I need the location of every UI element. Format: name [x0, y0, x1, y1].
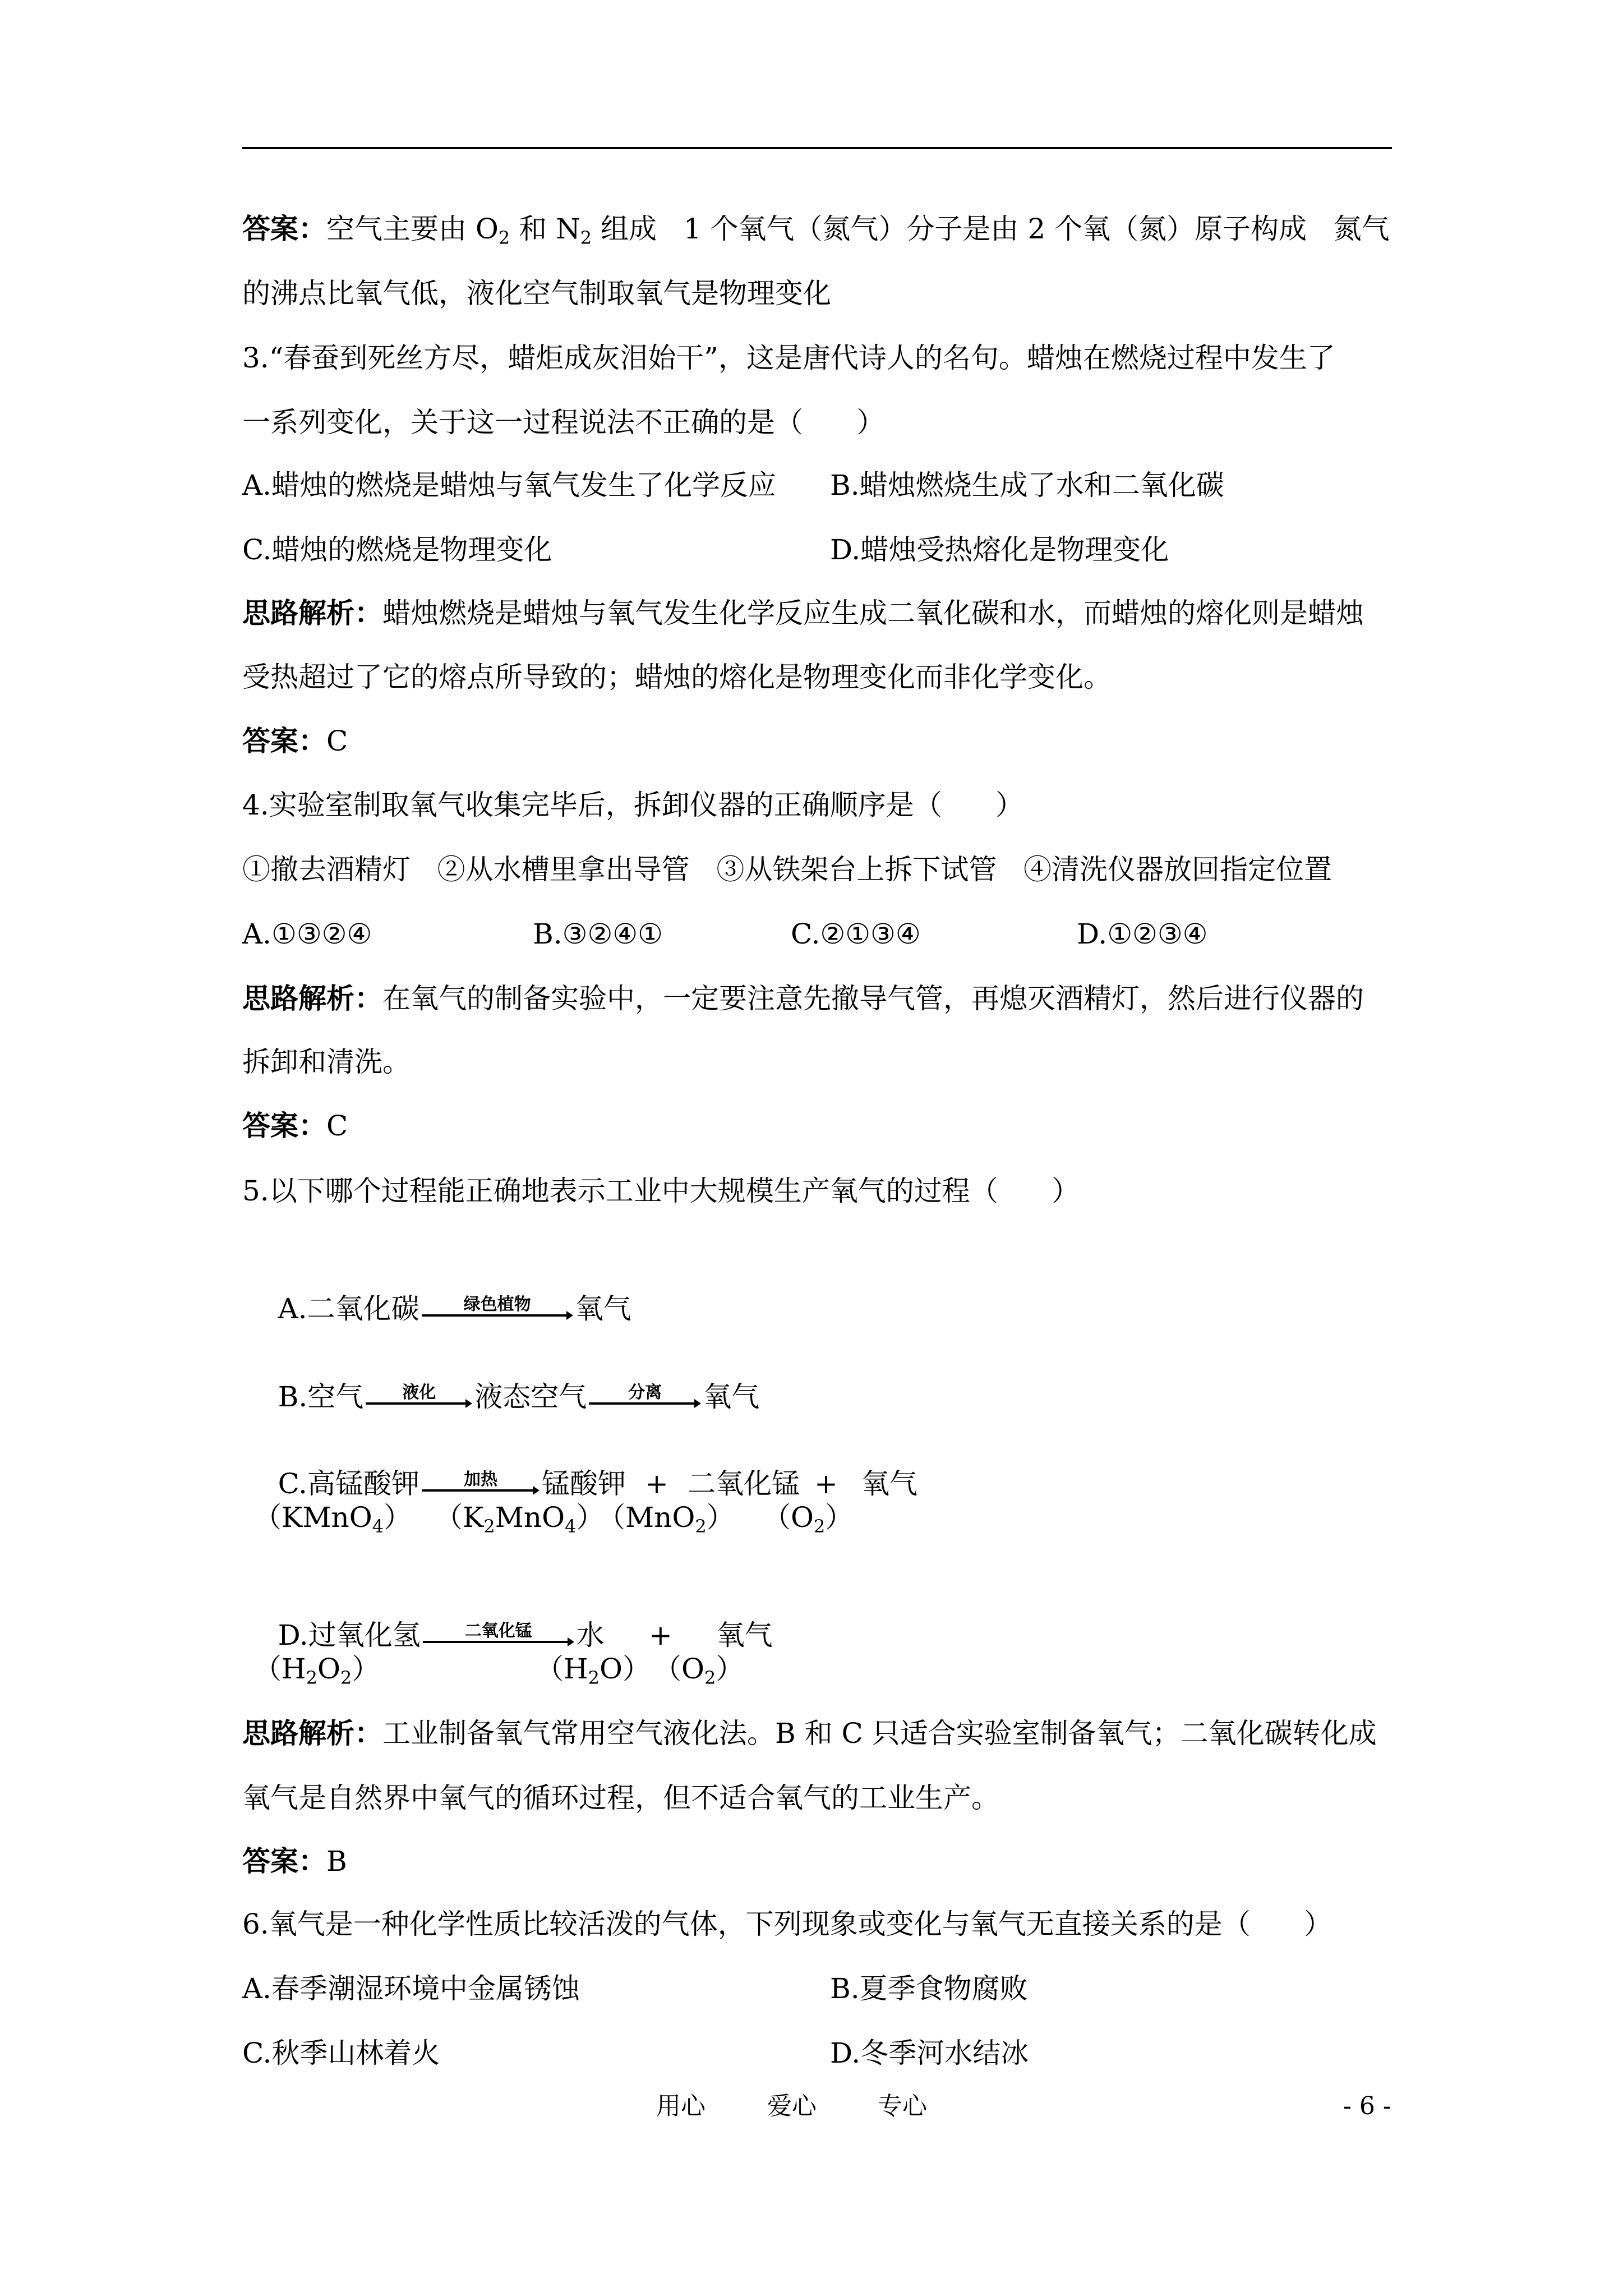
subscript: 2 — [695, 1516, 707, 1537]
q5-analysis-line2: 氧气是自然界中氧气的循环过程，但不适合氧气的工业生产。 — [242, 1782, 999, 1814]
answer-text: 和 N — [510, 213, 580, 245]
header-rule — [242, 147, 1392, 149]
product: 锰酸钾 — [541, 1467, 626, 1500]
q3-stem-line2: 一系列变化，关于这一过程说法不正确的是（ ） — [242, 406, 885, 439]
product: 二氧化锰 — [687, 1467, 800, 1500]
q5-c-formula-3 — [597, 1498, 735, 1537]
answer-prev-line1 — [242, 209, 1390, 249]
product: 水 — [576, 1619, 605, 1651]
subscript: 2 — [580, 227, 592, 249]
analysis-label: 思路解析： — [242, 982, 382, 1015]
q5-c-formula-4 — [763, 1498, 853, 1537]
formula-text: ） — [716, 1653, 744, 1685]
plus-sign: + — [645, 1467, 668, 1500]
q5-answer — [242, 1842, 347, 1881]
q4-analysis-line1 — [242, 979, 1364, 1018]
arrow-condition: 加热 — [463, 1470, 497, 1489]
subscript: 4 — [372, 1516, 384, 1537]
q4-option-a: A.①③②④ — [242, 918, 372, 950]
arrow-condition: 二氧化锰 — [464, 1621, 532, 1641]
subscript: 2 — [306, 1667, 317, 1688]
product: 氧气 — [575, 1292, 631, 1325]
answer-prev-line2: 的沸点比氧气低，液化空气制取氧气是物理变化 — [242, 277, 831, 310]
reaction-arrow — [422, 1470, 540, 1497]
footer-word-1: 用心 — [656, 2092, 706, 2120]
reaction-arrow — [366, 1383, 472, 1410]
formula-text: ） — [384, 1501, 412, 1534]
plus-sign: + — [814, 1467, 847, 1500]
q3-option-d: D.蜡烛受热熔化是物理变化 — [830, 533, 1169, 566]
formula-text: ） — [706, 1501, 735, 1534]
formula-text: （H — [253, 1653, 306, 1685]
q4-steps: ①撤去酒精灯 ②从水槽里拿出导管 ③从铁架台上拆下试管 ④清洗仪器放回指定位置 — [242, 853, 1332, 886]
answer-label: 答案： — [242, 1109, 326, 1142]
subscript: 2 — [704, 1667, 716, 1688]
analysis-label: 思路解析： — [242, 596, 382, 629]
analysis-label: 思路解析： — [242, 1717, 382, 1750]
product: 氧气 — [861, 1467, 917, 1500]
q5-d-formula-3 — [653, 1649, 744, 1688]
subscript: 2 — [588, 1667, 600, 1688]
formula-text: MnO — [495, 1501, 565, 1534]
formula-text: （K — [435, 1501, 484, 1534]
intermediate: 液态空气 — [474, 1381, 587, 1413]
q4-option-b: B.③②④① — [533, 918, 663, 950]
q6-stem: 6.氧气是一种化学性质比较活泼的气体，下列现象或变化与氧气无直接关系的是（ ） — [242, 1908, 1332, 1940]
q4-option-c: C.②①③④ — [791, 918, 921, 950]
formula-text: （H — [536, 1653, 588, 1685]
subscript: 2 — [814, 1516, 826, 1537]
q3-option-c: C.蜡烛的燃烧是物理变化 — [242, 533, 552, 566]
footer-word-3: 专心 — [878, 2092, 927, 2120]
product: 氧气 — [703, 1381, 760, 1413]
formula-text: （O — [763, 1501, 814, 1534]
q3-analysis-line1 — [242, 593, 1364, 633]
analysis-text: 在氧气的制备实验中，一定要注意先撤导气管，再熄灭酒精灯，然后进行仪器的 — [382, 982, 1364, 1015]
q4-answer — [242, 1106, 348, 1145]
analysis-text: 工业制备氧气常用空气液化法。B 和 C 只适合实验室制备氧气；二氧化碳转化成 — [382, 1717, 1377, 1750]
answer-value: C — [326, 725, 348, 757]
q5-stem: 5.以下哪个过程能正确地表示工业中大规模生产氧气的过程（ ） — [242, 1175, 1080, 1207]
reactant: D.过氧化氢 — [278, 1619, 421, 1651]
formula-text: ） — [825, 1501, 854, 1534]
answer-text: 组成 1 个氧气（氮气）分子是由 2 个氧（氮）原子构成 氮气 — [592, 213, 1390, 245]
reactant: A.二氧化碳 — [278, 1292, 419, 1325]
subscript: 2 — [498, 227, 510, 249]
q6-option-a: A.春季潮湿环境中金属锈蚀 — [242, 1972, 580, 2005]
q5-c-formula-1 — [253, 1498, 412, 1537]
formula-text: ） — [352, 1653, 380, 1685]
q3-option-a: A.蜡烛的燃烧是蜡烛与氧气发生了化学反应 — [242, 469, 777, 501]
q4-analysis-line2: 拆卸和清洗。 — [242, 1046, 411, 1078]
q6-option-d: D.冬季河水结冰 — [830, 2037, 1029, 2069]
answer-label: 答案： — [242, 1844, 326, 1878]
plus-sign: + — [648, 1619, 672, 1651]
reactant: C.高锰酸钾 — [278, 1467, 419, 1500]
q5-c-formula-2 — [435, 1498, 604, 1537]
answer-label: 答案： — [242, 212, 326, 245]
subscript: 4 — [565, 1516, 577, 1537]
reactant: B.空气 — [278, 1381, 364, 1413]
q3-stem-line1: 3.“春蚕到死丝方尽，蜡炬成灰泪始干”，这是唐代诗人的名句。蜡烛在燃烧过程中发生了 — [242, 342, 1335, 374]
q5-analysis-line1 — [242, 1714, 1377, 1753]
q5-d-formula-1 — [253, 1649, 380, 1688]
answer-value: C — [326, 1110, 348, 1142]
reaction-arrow — [423, 1621, 574, 1649]
q3-answer — [242, 721, 348, 761]
q3-option-b: B.蜡烛燃烧生成了水和二氧化碳 — [830, 469, 1224, 501]
answer-text: 空气主要由 O — [326, 213, 499, 245]
formula-text: O — [317, 1653, 340, 1685]
answer-value: B — [326, 1845, 347, 1878]
product: 氧气 — [716, 1619, 773, 1651]
analysis-text: 蜡烛燃烧是蜡烛与氧气发生化学反应生成二氧化碳和水，而蜡烛的熔化则是蜡烛 — [382, 597, 1364, 629]
page-number: - 6 - — [1343, 2092, 1391, 2120]
arrow-condition: 分离 — [628, 1383, 662, 1402]
formula-text: O） — [599, 1653, 651, 1685]
footer-word-2: 爱心 — [767, 2092, 817, 2120]
answer-label: 答案： — [242, 724, 326, 757]
formula-text: ） — [576, 1501, 605, 1534]
formula-text: （KMnO — [253, 1501, 372, 1534]
subscript: 2 — [483, 1516, 495, 1537]
formula-text: （MnO — [597, 1501, 695, 1534]
q6-option-c: C.秋季山林着火 — [242, 2037, 440, 2069]
q5-d-formula-2 — [536, 1649, 651, 1688]
q6-option-b: B.夏季食物腐败 — [830, 1972, 1028, 2005]
q4-option-d: D.①②③④ — [1077, 918, 1208, 950]
reaction-arrow — [422, 1295, 573, 1322]
reaction-arrow — [589, 1383, 701, 1410]
subscript: 2 — [340, 1667, 352, 1688]
arrow-condition: 绿色植物 — [463, 1295, 531, 1314]
formula-text: （O — [653, 1653, 704, 1685]
q3-analysis-line2: 受热超过了它的熔点所导致的；蜡烛的熔化是物理变化而非化学变化。 — [242, 661, 1112, 693]
q4-stem: 4.实验室制取氧气收集完毕后，拆卸仪器的正确顺序是（ ） — [242, 789, 1024, 821]
arrow-condition: 液化 — [402, 1383, 436, 1402]
